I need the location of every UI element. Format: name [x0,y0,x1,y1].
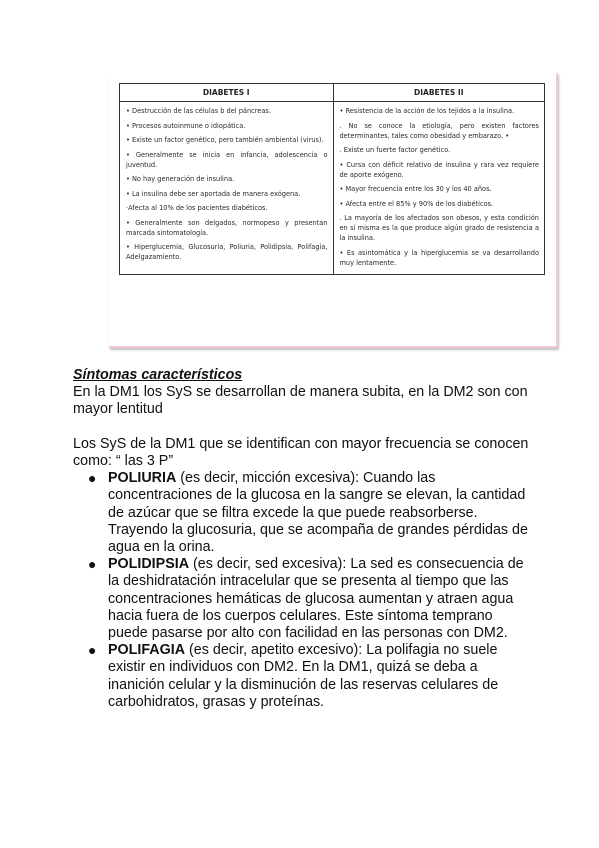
dm2-item: • Afecta entre el 85% y 90% de los diabéticos. [339,199,494,208]
symptom-description: (es decir, micción excesiva): Cuando las concentraciones de la glucosa en la sangre se elevan, la cantidad de azúcar que se filtra excede la que puede reabsorberse. Trayendo la glucosuria, que se acompaña de grandes pérdidas de agua en la orina. [108,470,528,556]
symptoms-list [73,470,533,711]
bullet-icon: ● [88,642,97,659]
dm1-item: • Procesos autoinmune o idiopática. [126,121,246,130]
list-item [73,470,533,556]
list-item [73,556,533,642]
header-diabetes-1: DIABETES I [120,84,334,102]
bullet-icon: ● [88,556,97,573]
dm1-item: • Generalmente son delgados, normopeso y presentan marcada sintomatología. [126,218,328,237]
spacer [73,419,533,436]
dm2-item: • Cursa con déficit relativo de insulina y rara vez requiere de aporte exógeno. [339,160,539,179]
dm2-item: • Mayor frecuencia entre los 30 y los 40 años. [339,185,492,193]
dm1-item: ·Afecta al 10% de los pacientes diabéticos. [126,204,268,212]
symptom-term: POLIDIPSIA [108,556,190,573]
bullet-icon: ● [88,470,97,487]
diabetes-2-column [333,102,545,275]
dm1-item: • Existe un factor genético, pero también ambiental (virus). [126,136,324,144]
dm2-item: . Existe un fuerte factor genético. [339,146,451,154]
list-item [73,642,533,711]
symptom-description: (es decir, sed excesiva): La sed es consecuencia de la deshidratación intracelular que se presenta al tiempo que las concentraciones hemáticas de glucosa aumentan y atraen agua hacia fuera de los cuerpos celulares. Este síntoma temprano puede pasarse por alto con facilidad en las personas con DM2. [108,556,524,642]
symptom-description: (es decir, apetito excesivo): La polifagia no suele existir en individuos con DM2. En la DM1, quizá se deba a inanición celular y la disminución de las reservas celulares de carbohidratos, grasas y proteínas. [108,642,499,710]
symptom-term: POLIURIA [108,470,177,487]
dm1-item: • No hay generación de insulina. [126,175,235,183]
dm2-item: . La mayoría de los afectados son obesos, y esta condición en sí misma es la que produce algún grado de resistencia a la insulina. [339,214,539,242]
dm2-item: . No se conoce la etiología, pero existen factores determinantes, tales como obesidad y embarazo. • [339,121,539,140]
dm2-item: • Resistencia de la acción de los tejidos a la insulina. [339,107,515,115]
lead-paragraph: Los SyS de la DM1 que se identifican con mayor frecuencia se conocen como: “ las 3 P” [73,435,529,469]
header-diabetes-2: DIABETES II [333,84,545,102]
section-title: Síntomas característicos [73,367,243,383]
diabetes-1-column [120,102,334,275]
dm2-item: • Es asintomática y la hiperglucemia se va desarrollando muy lentamente. [339,248,539,267]
dm1-item: • Hiperglucemia, Glucosuria, Poliuria, Polidipsia, Polifagia, Adelgazamiento. [126,243,328,261]
document-body [73,367,533,711]
intro-paragraph: En la DM1 los SyS se desarrollan de manera subita, en la DM2 son con mayor lentitud [73,384,528,418]
diabetes-comparison-image [109,73,558,348]
dm1-item: • Destrucción de las células b del páncreas. [126,107,271,115]
symptom-term: POLIFAGIA [108,642,186,659]
dm1-item: • Generalmente se inicia en infancia, adolescencia o juventud. [126,150,328,169]
dm1-item: • La insulina debe ser aportada de manera exógena. [126,189,301,198]
diabetes-comparison-table [119,83,545,275]
